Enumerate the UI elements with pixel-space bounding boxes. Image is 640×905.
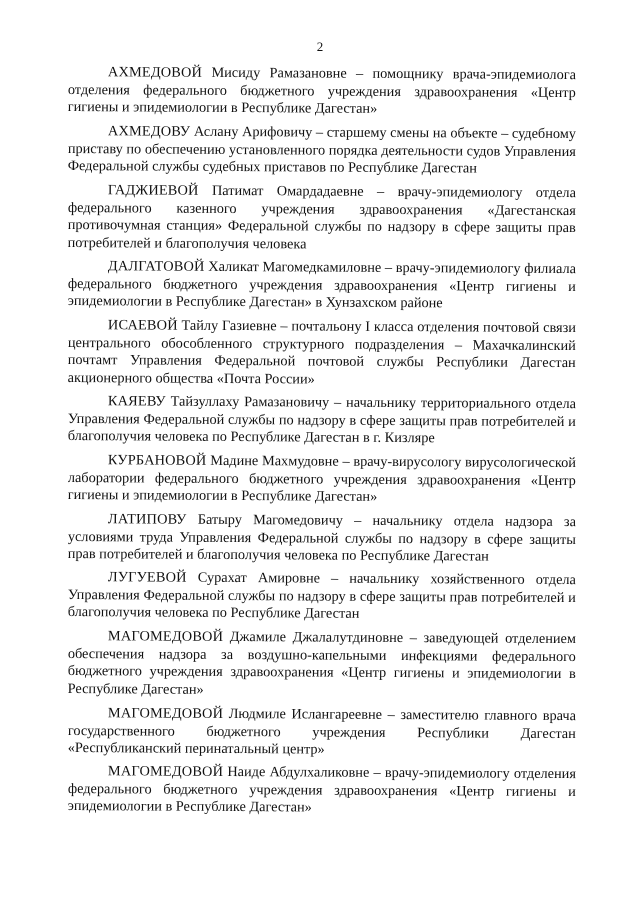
entry-text: Аслану Арифовичу – старшему смены на объекте – судебному приставу по обеспечению установленного порядка деятельности судов Управления Федеральной службы судебных приставов по Республике Дагестан: [67, 123, 576, 177]
award-entry: [68, 569, 576, 625]
award-entry: [68, 182, 576, 255]
page-number: 2: [316, 39, 324, 54]
entry-text: Мадине Махмудовне – врачу-вирусологу вирусологической лаборатории федерального бюджетного учреждения здравоохранения «Центр гигиены и эпидемиологии в Республике Дагестан»: [67, 452, 576, 505]
entry-surname: МАГОМЕДОВОЙ: [107, 763, 224, 781]
entry-text: Тайзуллаху Рамазановичу – начальнику территориального отдела Управления Федеральной службы по надзору в сфере защиты прав потребителей и благополучия человека по Республике Дагестан в г. Кизляре: [67, 393, 577, 447]
entry-text: Батыру Магомедовичу – начальнику отдела надзора за условиями труда Управления Федеральной службы по надзору в сфере защиты прав потребителей и благополучия человека по Республике Дагестан: [67, 511, 576, 565]
entry-surname: ДАЛГАТОВОЙ: [107, 258, 205, 275]
entry-text: Тайлу Газиевне – почтальону I класса отделения почтовой связи центрального обособленного структурного подразделения – Махачкалинский почтамт Управления Федеральной почтовой службы Республики Дагестан акционерного общества «Почта России»: [67, 317, 576, 388]
award-entry: [68, 628, 576, 701]
entry-text: Людмиле Ислангареевне – заместителю главного врача государственного бюджетного учреждения Республики Дагестан «Республиканский перинатальный центр»: [67, 705, 576, 758]
award-entry: [68, 511, 576, 567]
entry-surname: АХМЕДОВУ: [107, 123, 191, 140]
entry-surname: МАГОМЕДОВОЙ: [107, 628, 224, 646]
entry-surname: ИСАЕВОЙ: [107, 316, 178, 334]
entry-surname: ЛУГУЕВОЙ: [107, 569, 187, 587]
entry-text: Патимат Омардадаевне – врачу-эпидемиологу отдела федерального казенного учреждения здравоохранения «Дагестанская противочумная станция» Федеральной службы по надзору в сфере защиты прав потребителей и благополучия человека: [67, 182, 576, 252]
award-entry: [68, 705, 576, 761]
entry-surname: КУРБАНОВОЙ: [107, 452, 207, 469]
award-entry: [68, 393, 576, 449]
award-list: [68, 64, 576, 822]
entry-text: Сурахат Амировне – начальнику хозяйственного отдела Управления Федеральной службы по надзору в сфере защиты прав потребителей и благополучия человека по Республике Дагестан: [67, 570, 576, 623]
entry-text: Халикат Магомедкамиловне – врачу-эпидемиологу филиала федерального бюджетного учреждения здравоохранения «Центр гигиены и эпидемиологии в Республике Дагестан» в Хунзахском районе: [67, 258, 577, 312]
award-entry: [68, 763, 576, 819]
award-entry: [68, 123, 576, 179]
award-entry: [68, 452, 576, 508]
entry-surname: МАГОМЕДОВОЙ: [107, 704, 224, 722]
entry-text: Джамиле Джалалутдиновне – заведующей отделением обеспечения надзора за воздушно-капельными инфекциями федерального бюджетного учреждения здравоохранения «Центр гигиены и эпидемиологии в Республике Дагестан»: [67, 629, 576, 698]
entry-text: Мисиду Рамазановне – помощнику врача-эпидемиолога отделения федерального бюджетного учреждения здравоохранения «Центр гигиены и эпидемиологии в Республике Дагестан»: [67, 64, 577, 118]
entry-surname: ЛАТИПОВУ: [107, 510, 187, 528]
award-entry: [68, 64, 576, 120]
entry-text: Наиде Абдулхаликовне – врачу-эпидемиологу отделения федерального бюджетного учреждения здравоохранения «Центр гигиены и эпидемиологии в Республике Дагестан»: [67, 764, 576, 817]
entry-surname: КАЯЕВУ: [107, 393, 166, 410]
entry-surname: АХМЕДОВОЙ: [107, 64, 203, 81]
entry-surname: ГАДЖИЕВОЙ: [107, 181, 199, 199]
award-entry: [68, 317, 576, 390]
award-entry: [68, 258, 576, 314]
